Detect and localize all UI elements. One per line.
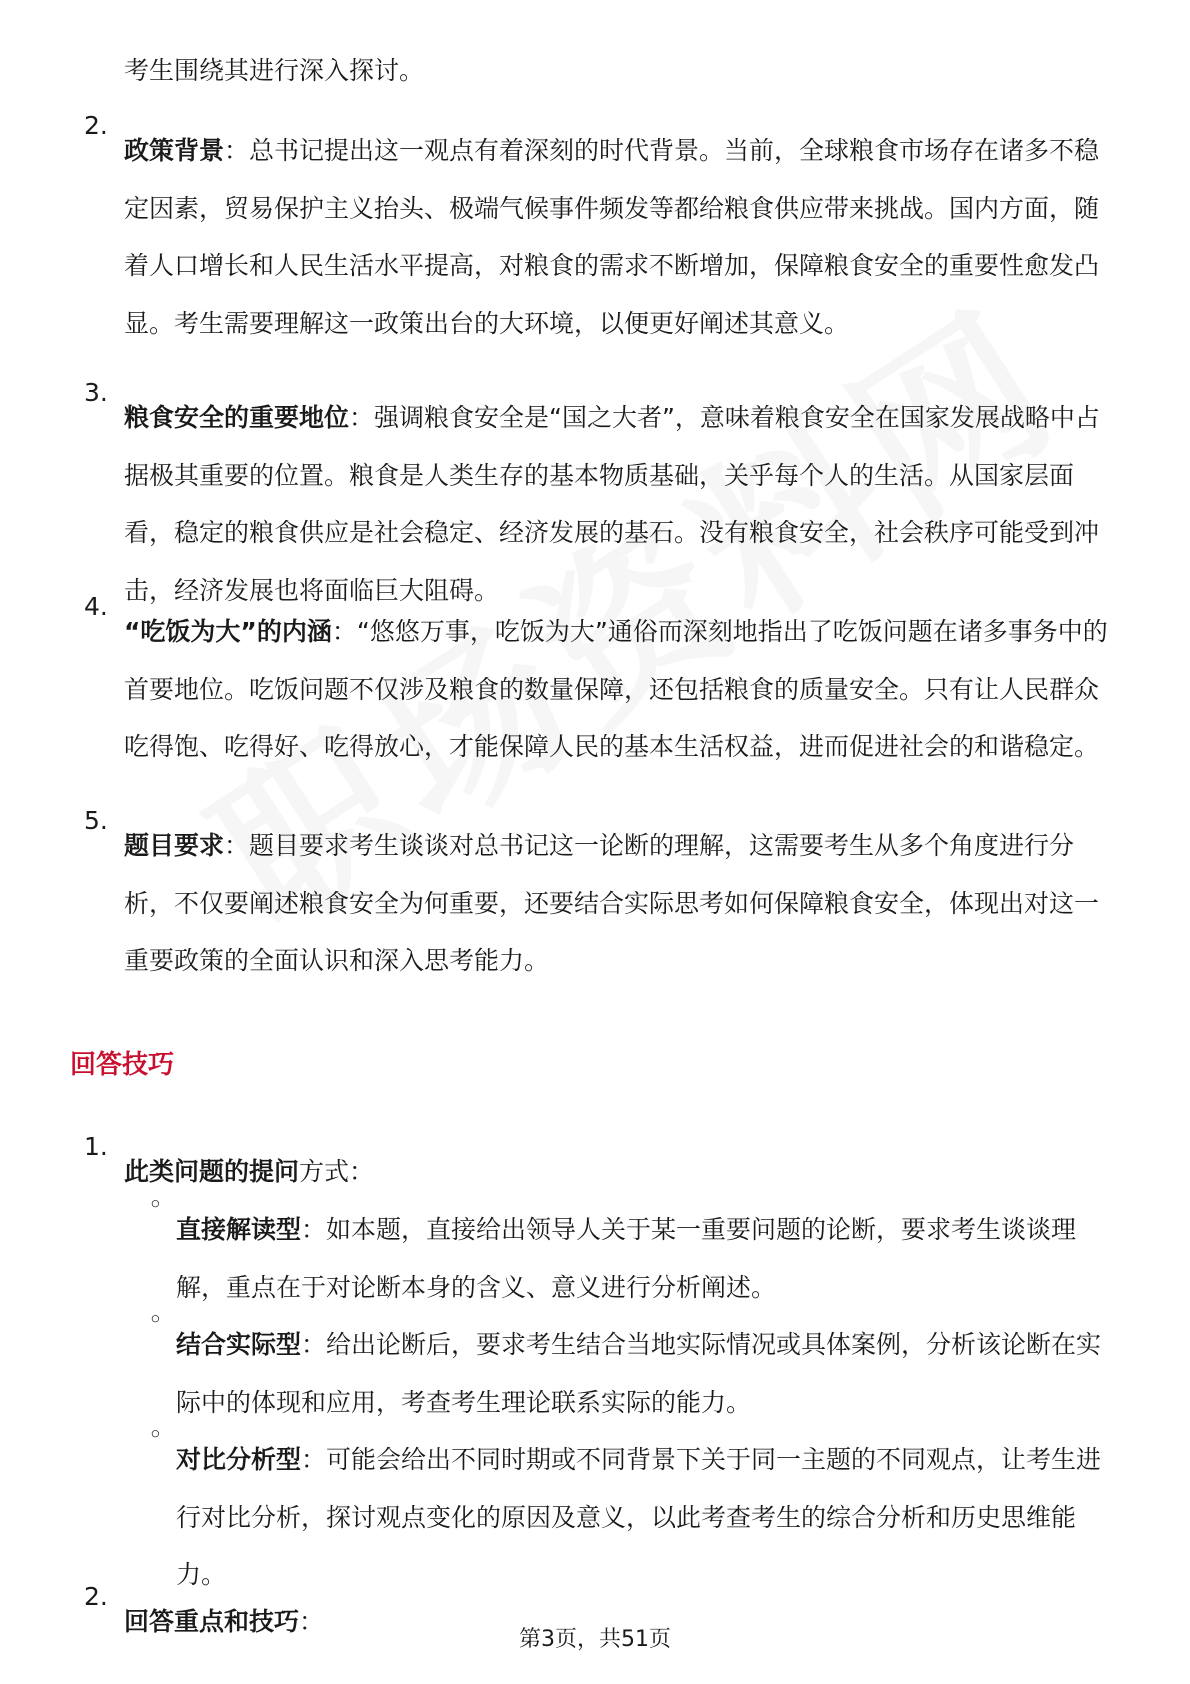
list-item-text [124, 122, 1118, 352]
list-item-body: ：题目要求考生谈谈对总书记这一论断的理解，这需要考生从多个角度进行分析，不仅要阐述粮食安全为何重要，还要结合实际思考如何保障粮食安全，体现出对这一重要政策的全面认识和深入思考能力。 [124, 831, 1100, 976]
sub-item-label: 结合实际型 [176, 1330, 302, 1359]
list-item-text [124, 389, 1118, 619]
list-item-body: ：“悠悠万事，吃饭为大”通俗而深刻地指出了吃饭问题在诸多事务中的首要地位。吃饭问题不仅涉及粮食的数量保障，还包括粮食的质量安全。只有让人民群众吃得饱、吃得好、吃得放心，才能保障人民的基本生活权益，进而促进社会的和谐稳定。 [124, 617, 1108, 762]
list-item-label: 回答重点和技巧 [124, 1607, 300, 1636]
bullet-icon: ◦ [148, 1420, 163, 1449]
bullet-icon: ◦ [148, 1305, 163, 1334]
sub-item-label: 对比分析型 [176, 1445, 302, 1474]
sub-item-body: ：给出论断后，要求考生结合当地实际情况或具体案例，分析该论断在实际中的体现和应用，考查考生理论联系实际的能力。 [176, 1330, 1102, 1417]
list-item-label: 政策背景 [124, 136, 225, 165]
sub-item-text [176, 1316, 1116, 1431]
continuation-paragraph: 考生围绕其进行深入探讨。 [124, 56, 425, 85]
list-item-body: 方式： [299, 1157, 375, 1186]
list-item-text [124, 603, 1118, 776]
sub-item-body: ：如本题，直接给出领导人关于某一重要问题的论断，要求考生谈谈理解，重点在于对论断本身的含义、意义进行分析阐述。 [176, 1215, 1077, 1302]
sub-item-text [176, 1431, 1116, 1604]
section-title: 回答技巧 [70, 1050, 175, 1080]
sub-item-label: 直接解读型 [176, 1215, 302, 1244]
list-item-number: 2. [84, 1582, 108, 1611]
sub-item-body: ：可能会给出不同时期或不同背景下关于同一主题的不同观点，让考生进行对比分析，探讨观点变化的原因及意义，以此考查考生的综合分析和历史思维能力。 [176, 1445, 1102, 1590]
list-item-body: ： [299, 1607, 325, 1636]
list-item-number: 4. [84, 592, 108, 621]
list-item-label: 粮食安全的重要地位 [124, 403, 350, 432]
bullet-icon: ◦ [148, 1190, 163, 1219]
list-item-number: 3. [84, 378, 108, 407]
list-item-label: 题目要求 [124, 831, 225, 860]
list-item-number: 2. [84, 111, 108, 140]
list-item-number: 1. [84, 1132, 108, 1161]
page-footer: 第3页，共51页 [519, 1627, 671, 1652]
list-item-label: 此类问题的提问 [124, 1157, 300, 1186]
list-item-text [124, 817, 1118, 990]
list-item-text [124, 1143, 1118, 1201]
list-item-label: “吃饭为大”的内涵 [124, 617, 332, 646]
list-item-body: ：强调粮食安全是“国之大者”，意味着粮食安全在国家发展战略中占据极其重要的位置。粮食是人类生存的基本物质基础，关乎每个人的生活。从国家层面看，稳定的粮食供应是社会稳定、经济发展的基石。没有粮食安全，社会秩序可能受到冲击，经济发展也将面临巨大阻碍。 [124, 403, 1100, 605]
list-item-number: 5. [84, 806, 108, 835]
list-item-body: ：总书记提出这一观点有着深刻的时代背景。当前，全球粮食市场存在诸多不稳定因素，贸易保护主义抬头、极端气候事件频发等都给粮食供应带来挑战。国内方面，随着人口增长和人民生活水平提高，对粮食的需求不断增加，保障粮食安全的重要性愈发凸显。考生需要理解这一政策出台的大环境，以便更好阐述其意义。 [124, 136, 1100, 338]
sub-item-text [176, 1201, 1116, 1316]
